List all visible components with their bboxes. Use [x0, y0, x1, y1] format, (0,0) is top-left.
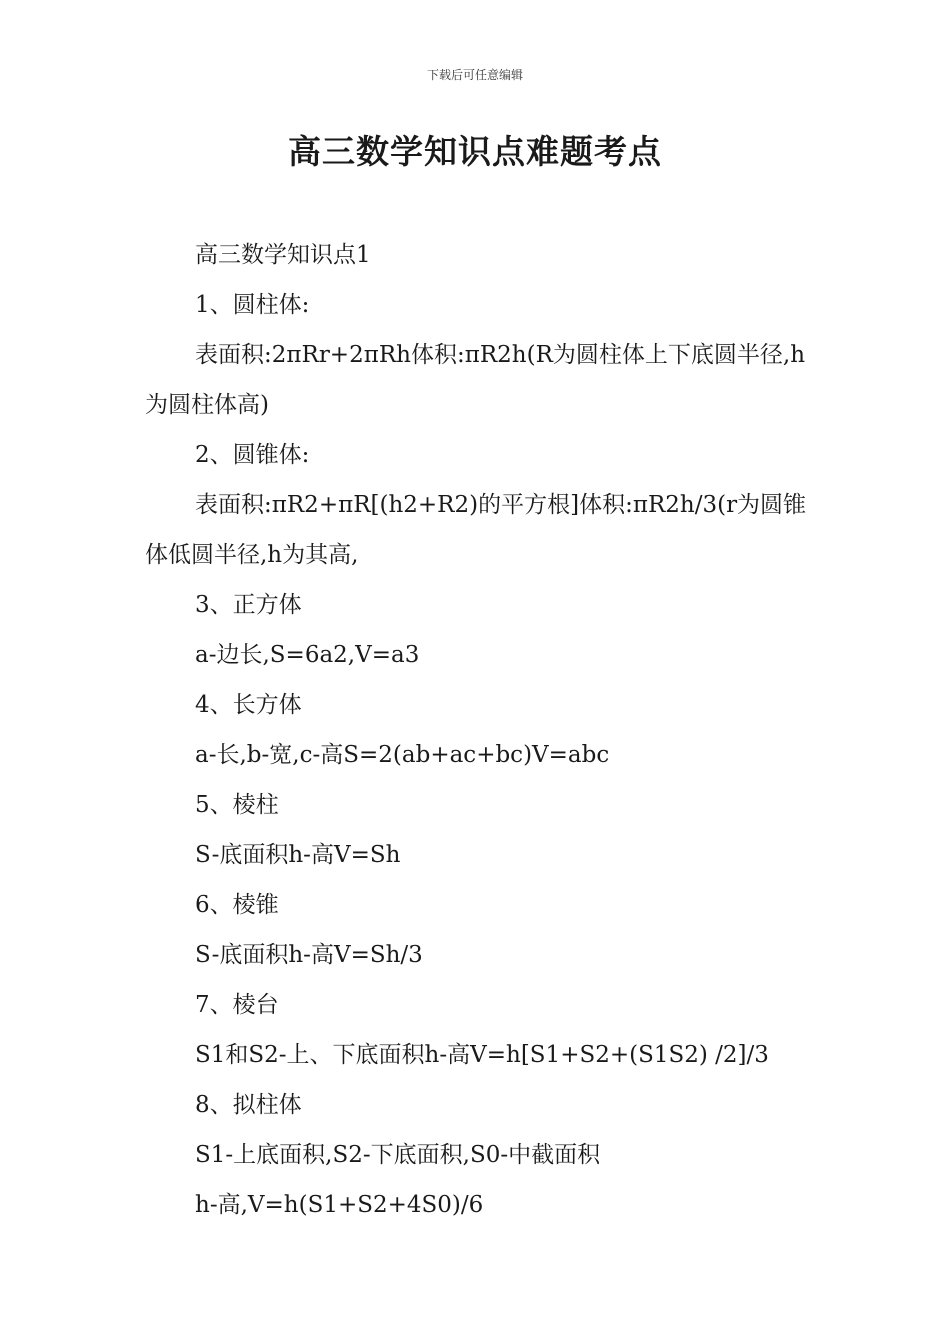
document-title: 高三数学知识点难题考点	[288, 132, 662, 171]
paragraph-frustum-heading: 7、棱台	[195, 992, 279, 1018]
paragraph-cuboid-heading: 4、长方体	[195, 692, 302, 718]
paragraph-pyramid-formula: S-底面积h-高V=Sh/3	[195, 942, 423, 968]
paragraph-prism-heading: 5、棱柱	[195, 792, 279, 818]
paragraph-cuboid-formula: a-长,b-宽,c-高S=2(ab+ac+bc)V=abc	[195, 742, 610, 768]
document-body	[145, 230, 810, 1230]
paragraph-cone-heading: 2、圆锥体:	[195, 442, 310, 468]
header-note: 下载后可任意编辑	[426, 68, 523, 82]
paragraph-prismatoid-formula: h-高,V=h(S1+S2+4S0)/6	[195, 1192, 484, 1218]
paragraph-prismatoid-areas: S1-上底面积,S2-下底面积,S0-中截面积	[195, 1142, 601, 1168]
paragraph-cube-formula: a-边长,S=6a2,V=a3	[195, 642, 420, 668]
paragraph-cylinder-heading: 1、圆柱体:	[195, 292, 310, 318]
paragraph-cylinder-formula: 表面积:2πRr+2πRh体积:πR2h(R为圆柱体上下底圆半径,h为圆柱体高)	[145, 342, 806, 418]
paragraph-pyramid-heading: 6、棱锥	[195, 892, 279, 918]
paragraph-frustum-formula: S1和S2-上、下底面积h-高V=h[S1+S2+(S1S2) /2]/3	[195, 1042, 769, 1068]
paragraph-prism-formula: S-底面积h-高V=Sh	[195, 842, 401, 868]
paragraph-cube-heading: 3、正方体	[195, 592, 302, 618]
paragraph-cone-formula: 表面积:πR2+πR[(h2+R2)的平方根]体积:πR2h/3(r为圆锥体低圆半径,h为其高,	[145, 492, 807, 568]
paragraph-prismatoid-heading: 8、拟柱体	[195, 1092, 302, 1118]
paragraph-section-heading: 高三数学知识点1	[195, 242, 371, 268]
